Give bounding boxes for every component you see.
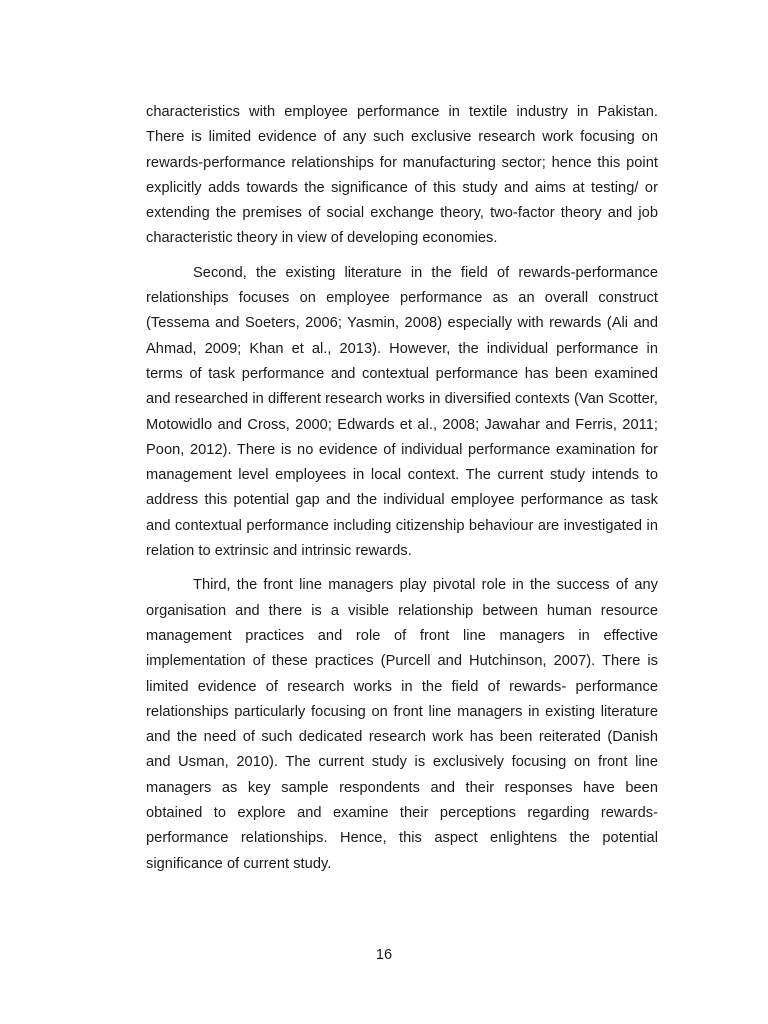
paragraph-continuation: characteristics with employee performance in textile industry in Pakistan. There is limited evidence of any such exclusive research work focusing on rewards-performance relationships for manufacturing sector; hence this point explicitly adds towards the significance of this study and aims at testing/ or extending the premises of social exchange theory, two-factor theory and job characteristic theory in view of developing economies. <box>146 104 658 247</box>
page-number: 16 <box>375 947 393 963</box>
paragraph-third-point: Third, the front line managers play pivotal role in the success of any organisation and there is a visible relationship between human resource management practices and role of front line managers in effective implementation of these practices (Purcell and Hutchinson, 2007). There is limited evidence of research works in the field of rewards- performance relationships particularly focusing on front line managers in existing literature and the need of such dedicated research work has been reiterated (Danish and Usman, 2010). The current study is exclusively focusing on front line managers as key sample respondents and their responses have been obtained to explore and examine their perceptions regarding rewards-performance relationships. Hence, this aspect enlightens the potential significance of current study. <box>146 577 658 872</box>
body-text <box>146 100 658 877</box>
paragraph-second-point: Second, the existing literature in the field of rewards-performance relationships focuses on employee performance as an overall construct (Tessema and Soeters, 2006; Yasmin, 2008) especially with rewards (Ali and Ahmad, 2009; Khan et al., 2013). However, the individual performance in terms of task performance and contextual performance has been examined and researched in different research works in diversified contexts (Van Scotter, Motowidlo and Cross, 2000; Edwards et al., 2008; Jawahar and Ferris, 2011; Poon, 2012). There is no evidence of individual performance examination for management level employees in local context. The current study intends to address this potential gap and the individual employee performance as task and contextual performance including citizenship behaviour are investigated in relation to extrinsic and intrinsic rewards. <box>146 264 658 560</box>
